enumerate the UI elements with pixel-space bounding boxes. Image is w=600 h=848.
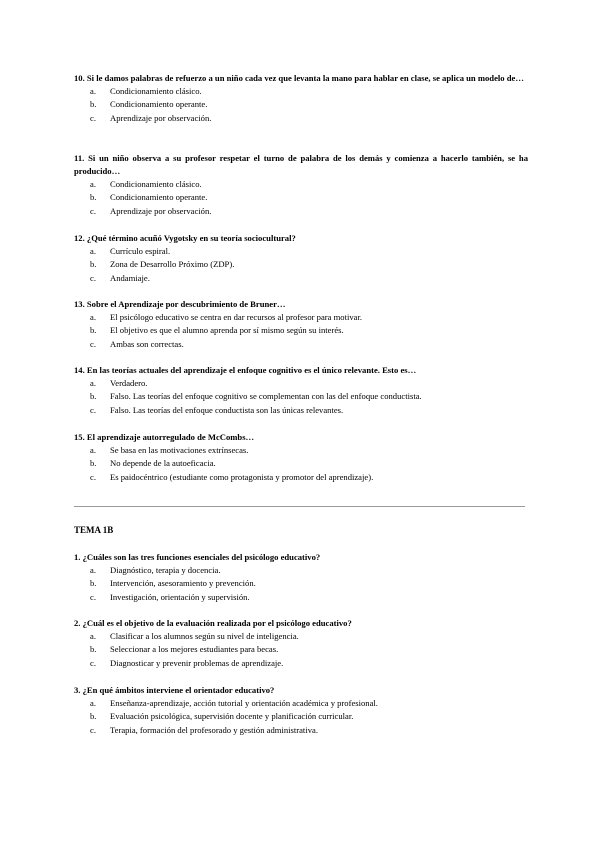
option-text: Andamiaje. bbox=[110, 272, 150, 283]
option-item bbox=[74, 377, 528, 390]
option-list bbox=[74, 377, 528, 417]
option-letter: a. bbox=[90, 86, 96, 96]
option-text: Seleccionar a los mejores estudiantes para becas. bbox=[110, 644, 279, 655]
option-list bbox=[74, 697, 528, 737]
option-letter: b. bbox=[90, 391, 97, 402]
option-item bbox=[74, 657, 528, 670]
option-item bbox=[74, 643, 528, 656]
option-item bbox=[74, 258, 528, 271]
option-text: Enseñanza-aprendizaje, acción tutorial y orientación académica y profesional. bbox=[110, 698, 378, 708]
option-text: No depende de la autoeficacia. bbox=[110, 458, 216, 469]
option-letter: c. bbox=[90, 404, 96, 415]
section-divider bbox=[74, 506, 525, 507]
option-letter: c. bbox=[90, 471, 96, 482]
option-letter: c. bbox=[90, 205, 96, 216]
option-letter: a. bbox=[90, 312, 96, 322]
option-item bbox=[74, 577, 528, 590]
option-letter: a. bbox=[90, 698, 96, 708]
option-list bbox=[74, 444, 528, 484]
option-letter: b. bbox=[90, 458, 97, 469]
option-item bbox=[74, 338, 528, 351]
option-item bbox=[74, 311, 528, 324]
option-item bbox=[74, 444, 528, 457]
option-letter: c. bbox=[90, 338, 96, 349]
option-text: Verdadero. bbox=[110, 378, 148, 388]
question-title: 2. ¿Cuál es el objetivo de la evaluación realizada por el psicólogo educativo? bbox=[74, 618, 352, 628]
option-letter: b. bbox=[90, 644, 97, 655]
option-text: Evaluación psicológica, supervisión docente y planificación curricular. bbox=[110, 711, 354, 722]
question-title: 12. ¿Qué término acuñó Vygotsky en su teoría sociocultural? bbox=[74, 233, 296, 243]
option-letter: c. bbox=[90, 591, 96, 602]
option-text: Investigación, orientación y supervisión. bbox=[110, 591, 250, 602]
option-item bbox=[74, 191, 528, 204]
option-list bbox=[74, 178, 528, 218]
option-letter: a. bbox=[90, 445, 96, 455]
option-item bbox=[74, 245, 528, 258]
option-letter: b. bbox=[90, 99, 97, 110]
question-title: 11. Si un niño observa a su profesor respetar el turno de palabra de los demás y comienza a hacerlo también, se ha producido… bbox=[74, 153, 528, 176]
question-block bbox=[74, 72, 528, 125]
question-title: 13. Sobre el Aprendizaje por descubrimiento de Bruner… bbox=[74, 299, 286, 309]
option-item bbox=[74, 178, 528, 191]
option-item bbox=[74, 457, 528, 470]
question-title: 15. El aprendizaje autorregulado de McCombs… bbox=[74, 432, 255, 442]
question-title: 1. ¿Cuáles son las tres funciones esenciales del psicólogo educativo? bbox=[74, 552, 321, 562]
option-item bbox=[74, 724, 528, 737]
question-title: 14. En las teorías actuales del aprendizaje el enfoque cognitivo es el único relevante. Esto es… bbox=[74, 365, 417, 375]
option-letter: b. bbox=[90, 192, 97, 203]
question-title: 3. ¿En qué ámbitos interviene el orientador educativo? bbox=[74, 685, 275, 695]
question-block bbox=[74, 431, 528, 484]
option-letter: c. bbox=[90, 112, 96, 123]
option-item bbox=[74, 630, 528, 643]
option-item bbox=[74, 710, 528, 723]
question-block bbox=[74, 298, 528, 351]
option-item bbox=[74, 697, 528, 710]
question-block bbox=[74, 617, 528, 670]
option-item bbox=[74, 404, 528, 417]
option-list bbox=[74, 630, 528, 670]
option-text: Se basa en las motivaciones extrínsecas. bbox=[110, 445, 249, 455]
option-text: Intervención, asesoramiento y prevención. bbox=[110, 578, 256, 589]
option-letter: b. bbox=[90, 259, 97, 270]
option-letter: b. bbox=[90, 711, 97, 722]
option-text: El psicólogo educativo se centra en dar recursos al profesor para motivar. bbox=[110, 312, 362, 322]
question-title: 10. Si le damos palabras de refuerzo a un niño cada vez que levanta la mano para hablar en clase, se aplica un modelo de… bbox=[74, 73, 524, 83]
option-text: Diagnóstico, terapia y docencia. bbox=[110, 565, 221, 575]
question-block bbox=[74, 232, 528, 285]
option-text: Condicionamiento clásico. bbox=[110, 179, 202, 189]
option-text: Ambas son correctas. bbox=[110, 338, 184, 349]
option-item bbox=[74, 390, 528, 403]
option-item bbox=[74, 85, 528, 98]
option-item bbox=[74, 112, 528, 125]
option-text: Falso. Las teorías del enfoque conductista son las únicas relevantes. bbox=[110, 404, 344, 415]
option-text: Diagnosticar y prevenir problemas de aprendizaje. bbox=[110, 657, 284, 668]
option-text: Currículo espiral. bbox=[110, 246, 171, 256]
option-letter: a. bbox=[90, 565, 96, 575]
option-letter: b. bbox=[90, 578, 97, 589]
option-letter: c. bbox=[90, 724, 96, 735]
option-list bbox=[74, 245, 528, 285]
option-text: Condicionamiento operante. bbox=[110, 192, 208, 203]
option-item bbox=[74, 98, 528, 111]
option-item bbox=[74, 591, 528, 604]
option-item bbox=[74, 272, 528, 285]
option-letter: c. bbox=[90, 272, 96, 283]
option-letter: a. bbox=[90, 246, 96, 256]
option-text: Zona de Desarrollo Próximo (ZDP). bbox=[110, 259, 235, 270]
option-item bbox=[74, 324, 528, 337]
option-letter: b. bbox=[90, 325, 97, 336]
section-heading: TEMA 1B bbox=[74, 525, 114, 535]
question-block bbox=[74, 152, 528, 218]
option-letter: a. bbox=[90, 378, 96, 388]
option-text: Aprendizaje por observación. bbox=[110, 205, 212, 216]
option-list bbox=[74, 311, 528, 351]
option-letter: a. bbox=[90, 179, 96, 189]
question-block bbox=[74, 684, 528, 737]
option-text: El objetivo es que el alumno aprenda por sí mismo según su interés. bbox=[110, 325, 344, 336]
option-text: Aprendizaje por observación. bbox=[110, 112, 212, 123]
option-item bbox=[74, 564, 528, 577]
question-block bbox=[74, 551, 528, 604]
option-text: Clasificar a los alumnos según su nivel de inteligencia. bbox=[110, 631, 299, 641]
option-list bbox=[74, 564, 528, 604]
option-text: Terapia, formación del profesorado y gestión administrativa. bbox=[110, 724, 318, 735]
option-text: Condicionamiento clásico. bbox=[110, 86, 202, 96]
option-list bbox=[74, 85, 528, 125]
option-text: Falso. Las teorías del enfoque cognitivo se complementan con las del enfoque conductista. bbox=[110, 391, 422, 402]
option-text: Es paidocéntrico (estudiante como protagonista y promotor del aprendizaje). bbox=[110, 471, 374, 482]
option-item bbox=[74, 471, 528, 484]
option-letter: c. bbox=[90, 657, 96, 668]
option-text: Condicionamiento operante. bbox=[110, 99, 208, 110]
question-block bbox=[74, 364, 528, 417]
option-item bbox=[74, 205, 528, 218]
option-letter: a. bbox=[90, 631, 96, 641]
